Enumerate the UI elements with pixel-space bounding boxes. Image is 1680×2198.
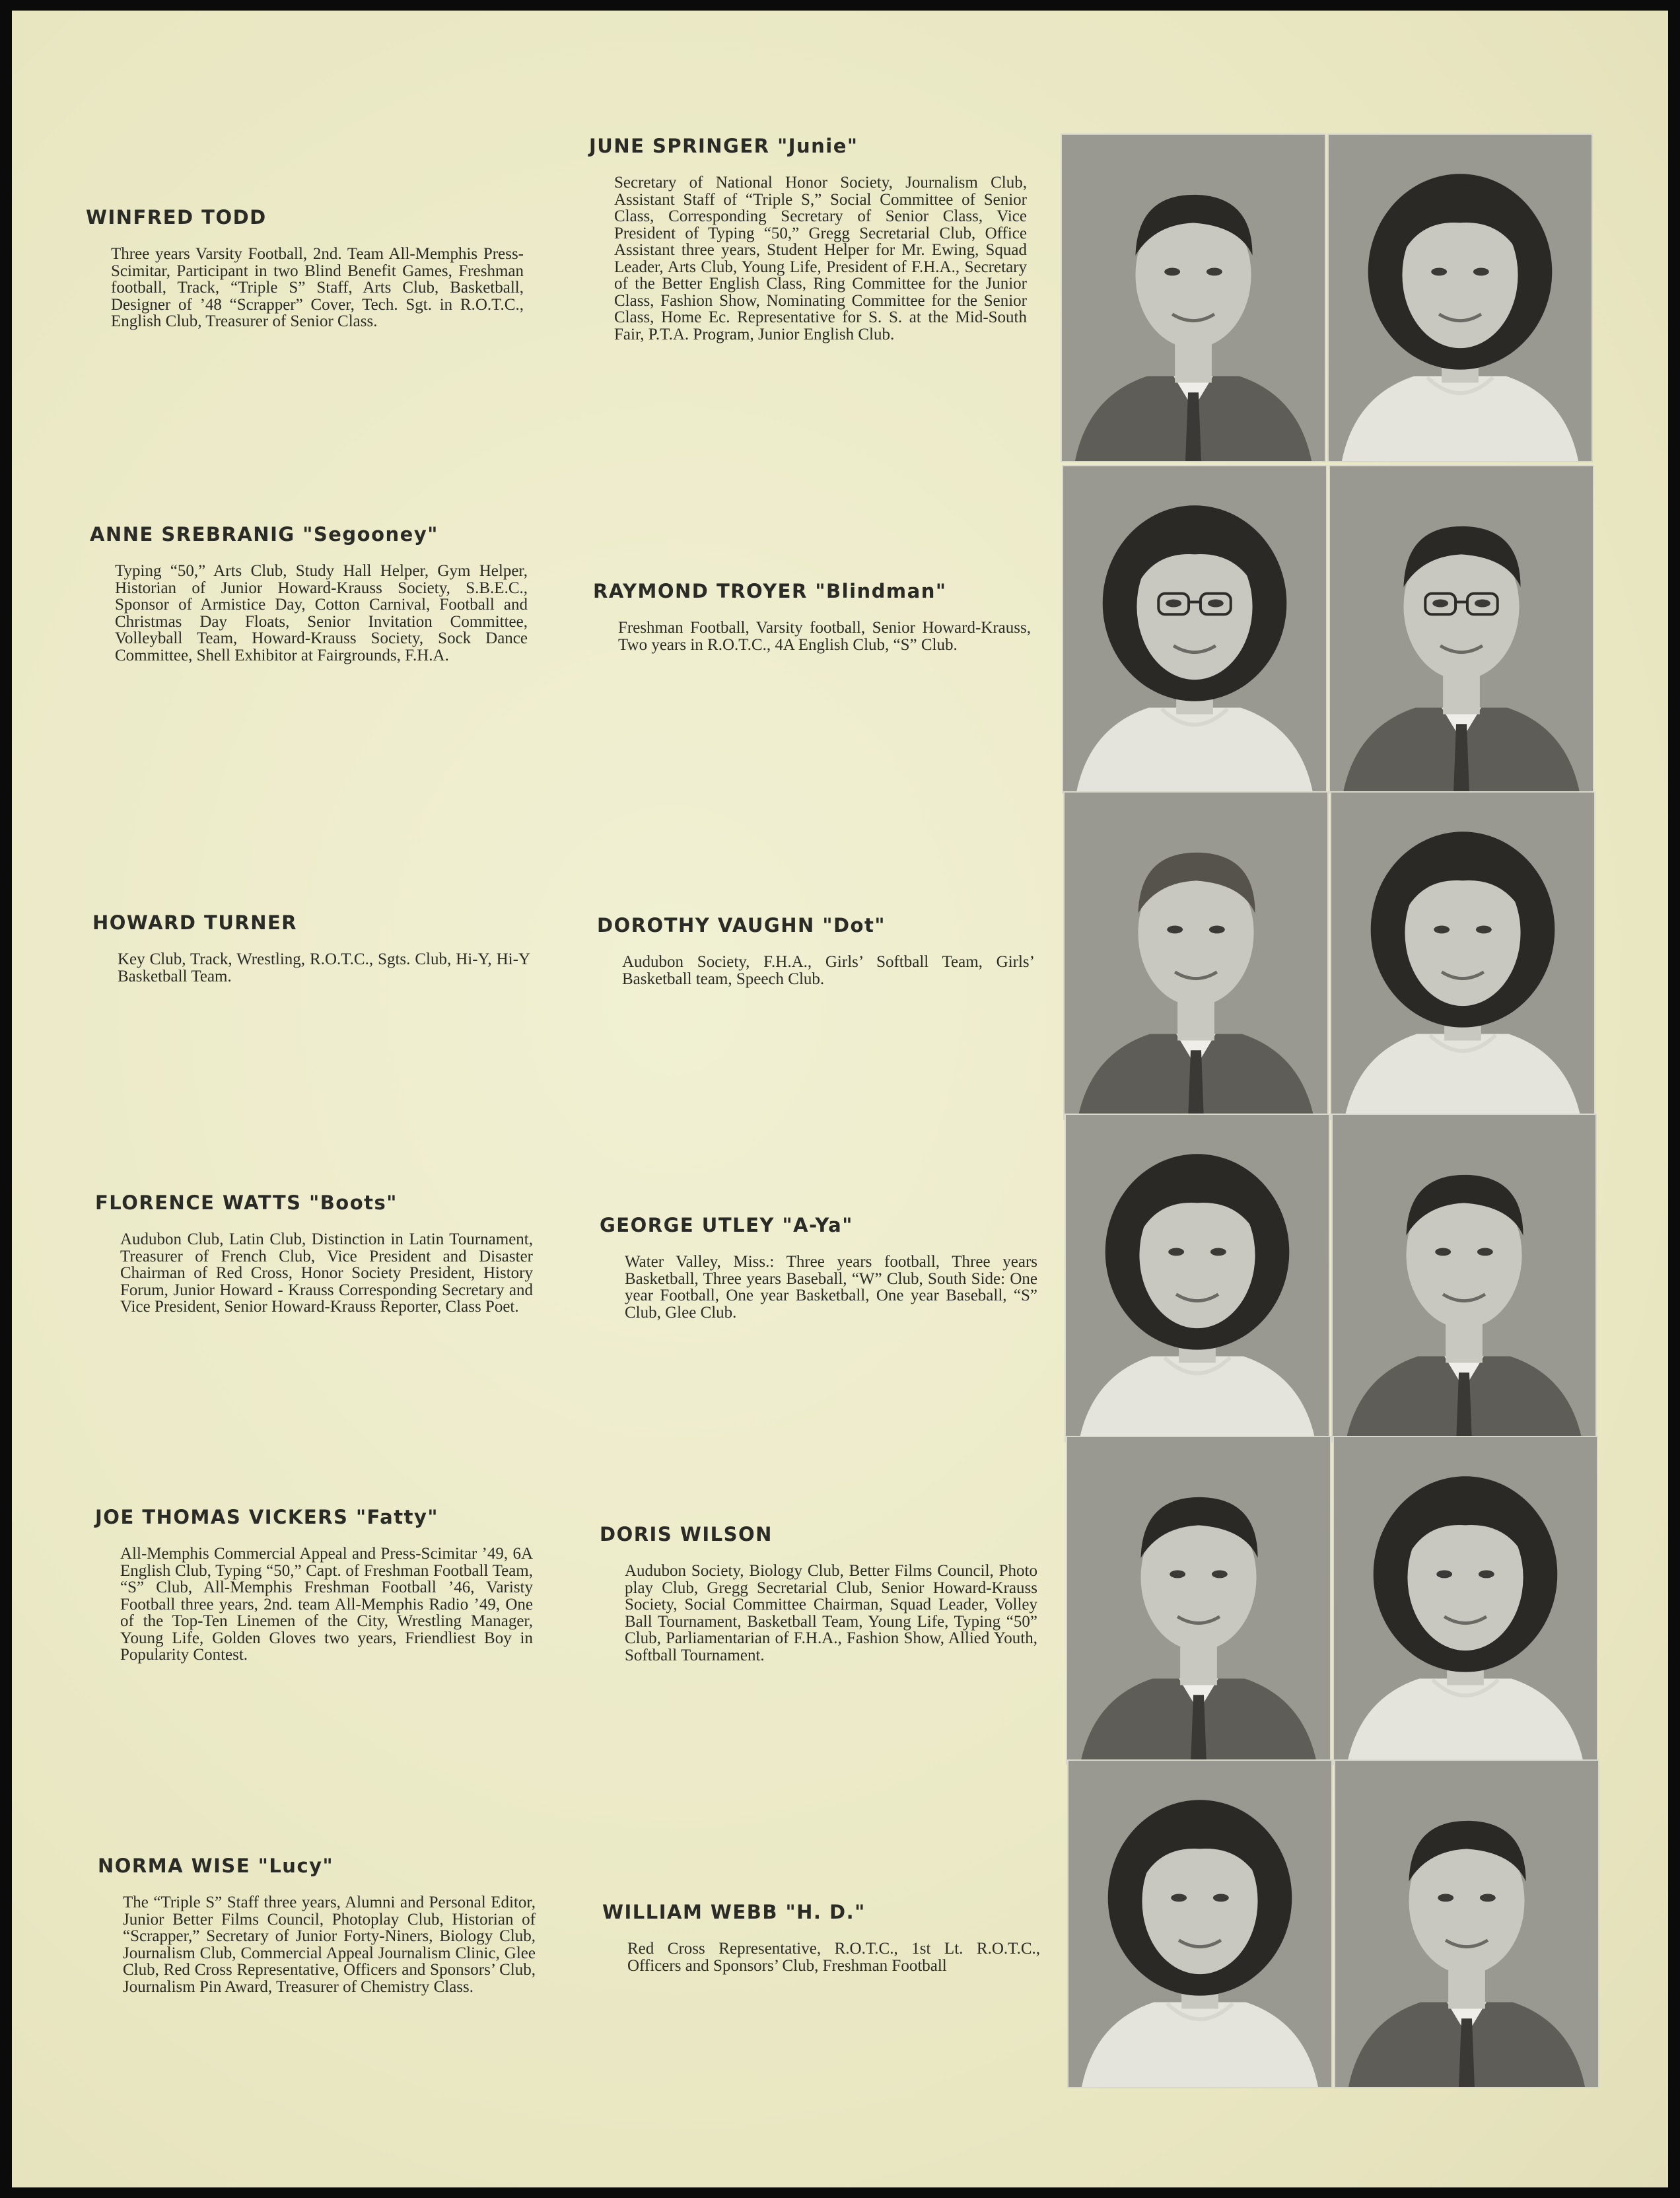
portrait-shape [1209,926,1225,934]
student-activities: Audubon Society, Biology Club, Better Films Council, Photo play Club, Gregg Secretarial Club, Senior Howard-Krauss Society, Social Committee Chairman, Squad Leader, Volley Ball Tournament, Basketball Team, Young Life, Typing “50” Club, Parliamentarian of F.H.A., Fashion Show, Allied Youth, Softball Tournament. [625,1562,1037,1664]
student-activities: Typing “50,” Arts Club, Study Hall Helper, Gym Helper, Historian of Junior Howard-Krauss Society, S.B.E.C., Sponsor of Armistice Day, Cotton Carnival, Football and Christmas Day Floats, Senior Invitation Committee, Volleyball Team, Howard-Krauss Society, Sock Dance Committee, Shell Exhibitor at Fairgrounds, F.H.A. [115,562,528,664]
portrait-shape [1432,600,1448,608]
portrait-illustration [1329,135,1592,461]
student-activities: Three years Varsity Football, 2nd. Team All-Memphis Press-Scimitar, Participant in two Blind Benefit Games, Freshman football, Track, “Triple S” Staff, Arts Club, Basketball, Designer of ’48 “Scrapper” Cover, Tech. Sgt. in R.O.T.C., English Club, Treasurer of Senior Class. [111,245,524,330]
portrait-photo [1333,1436,1598,1765]
portrait-illustration [1335,1761,1598,2087]
portrait-shape [1167,926,1183,934]
portrait-illustration [1062,135,1325,461]
portrait-shape [1459,2018,1475,2087]
portrait-illustration [1068,1761,1331,2087]
senior-entry [600,1214,1049,1321]
portrait-shape [1210,1248,1226,1256]
student-activities: Red Cross Representative, R.O.T.C., 1st Lt. R.O.T.C., Officers and Sponsors’ Club, Freshman Football [627,1940,1040,1975]
senior-entry [597,914,1046,987]
portrait-shape [1479,1571,1494,1578]
portrait-shape [1171,1894,1187,1902]
senior-entry [86,206,535,330]
senior-entry [92,911,542,985]
portrait-shape [1475,600,1490,608]
student-name: DORIS WILSON [600,1523,773,1545]
portrait-shape [1213,1894,1229,1902]
student-activities: Key Club, Track, Wrestling, R.O.T.C., Sgts. Club, Hi-Y, Hi-Y Basketball Team. [118,950,530,985]
portrait-shape [1435,1248,1451,1256]
portrait-shape [1185,392,1201,461]
portrait-shape [1434,926,1450,934]
portrait-photo [1334,1759,1599,2088]
portrait-shape [1208,600,1224,608]
portrait-illustration [1066,1115,1329,1441]
senior-entry [95,1191,544,1316]
student-name: GEORGE UTLEY "A-Ya" [600,1214,853,1236]
yearbook-page [12,11,1668,2187]
student-activities: The “Triple S” Staff three years, Alumni and Personal Editor, Junior Better Films Council, Photoplay Club, Historian of “Scrapper,” Secretary of Junior Forty-Niners, Biology Club, Journalism Club, Commercial Appeal Journalism Clinic, Glee Club, Red Cross Representative, Officers and Sponsors’ Club, Journalism Pin Award, Treasurer of Chemistry Class. [123,1894,536,1996]
portrait-shape [1476,926,1492,934]
student-activities: Audubon Society, F.H.A., Girls’ Softball Team, Girls’ Basketball team, Speech Club. [622,953,1035,988]
portrait-shape [1431,268,1447,276]
portrait-shape [1188,1050,1204,1119]
portrait-shape [1191,1695,1207,1763]
student-name: ANNE SREBRANIG "Segooney" [90,523,438,546]
portrait-shape [1480,1894,1496,1902]
portrait-shape [1456,1372,1472,1441]
portrait-photo [1329,465,1594,794]
portrait-illustration [1063,466,1326,793]
portrait-photo [1067,1759,1333,2088]
portrait-shape [1207,268,1222,276]
student-name: NORMA WISE "Lucy" [98,1855,334,1877]
student-name: JUNE SPRINGER "Junie" [589,135,858,157]
student-activities: All-Memphis Commercial Appeal and Press-Scimitar ’49, 6A English Club, Typing “50,” Capt. of Freshman Football Team, “S” Club, All-Memphis Freshman Football ’46, Varisty Football three years, 2nd. team All-Memphis Radio ’49, One of the Top-Ten Linemen of the City, Wrestling Manager, Young Life, Golden Gloves two years, Friendliest Boy in Popularity Contest. [120,1545,533,1664]
portrait-photo [1065,1114,1330,1442]
senior-entry [98,1855,547,1995]
student-name: JOE THOMAS VICKERS "Fatty" [95,1506,438,1528]
portrait-illustration [1334,1437,1597,1763]
senior-entry [602,1901,1051,1974]
portrait-shape [1212,1571,1228,1578]
portrait-shape [1453,724,1469,793]
portrait-illustration [1331,793,1594,1119]
student-activities: Audubon Club, Latin Club, Distinction in Latin Tournament, Treasurer of French Club, Vice President and Disaster Chairman of Red Cross, Honor Society President, History Forum, Junior Howard - Krauss Corresponding Secretary and Vice President, Senior Howard-Krauss Reporter, Class Poet. [120,1230,533,1316]
portrait-photo [1066,1436,1331,1765]
portrait-shape [1477,1248,1493,1256]
senior-entry [90,523,539,664]
portrait-illustration [1333,1115,1595,1441]
portrait-photo [1063,791,1329,1120]
portrait-shape [1436,1571,1452,1578]
portrait-photo [1062,465,1327,794]
portrait-photo [1327,133,1593,462]
student-name: WINFRED TODD [86,206,267,229]
student-name: FLORENCE WATTS "Boots" [95,1191,398,1214]
portrait-photo [1061,133,1326,462]
portrait-shape [1164,268,1180,276]
student-name: WILLIAM WEBB "H. D." [602,1901,866,1923]
portrait-shape [1166,600,1181,608]
student-activities: Water Valley, Miss.: Three years football, Three years Basketball, Three years Baseball, “W” Club, South Side: One year Football, One year Basketball, One year Baseball, “S” Club, Glee Club. [625,1253,1037,1322]
student-activities: Freshman Football, Varsity football, Senior Howard-Krauss, Two years in R.O.T.C., 4A English Club, “S” Club. [618,619,1031,654]
portrait-illustration [1330,466,1593,793]
portrait-photo [1331,1114,1597,1442]
student-name: DOROTHY VAUGHN "Dot" [597,914,886,937]
portrait-shape [1168,1248,1184,1256]
senior-entry [589,135,1038,343]
senior-entry [95,1506,544,1664]
portrait-shape [1170,1571,1185,1578]
portrait-shape [1473,268,1489,276]
portrait-illustration [1067,1437,1330,1763]
portrait-photo [1330,791,1595,1120]
senior-entry [593,580,1042,653]
student-name: HOWARD TURNER [92,911,298,934]
senior-entry [600,1523,1049,1664]
portrait-shape [1438,1894,1453,1902]
portrait-illustration [1065,793,1327,1119]
student-name: RAYMOND TROYER "Blindman" [593,580,947,602]
student-activities: Secretary of National Honor Society, Journalism Club, Assistant Staff of “Triple S,” Social Committee of Senior Class, Corresponding Secretary of Senior Class, Vice President of Typing “50,” Gregg Secretarial Club, Office Assistant three years, Student Helper for Mr. Ewing, Squad Leader, Arts Club, Young Life, President of F.H.A., Secretary of the Better English Class, Ring Committee for the Junior Class, Fashion Show, Nominating Committee for the Senior Class, Home Ec. Representative for S. S. at the Mid-South Fair, P.T.A. Program, Junior English Club. [614,174,1027,343]
